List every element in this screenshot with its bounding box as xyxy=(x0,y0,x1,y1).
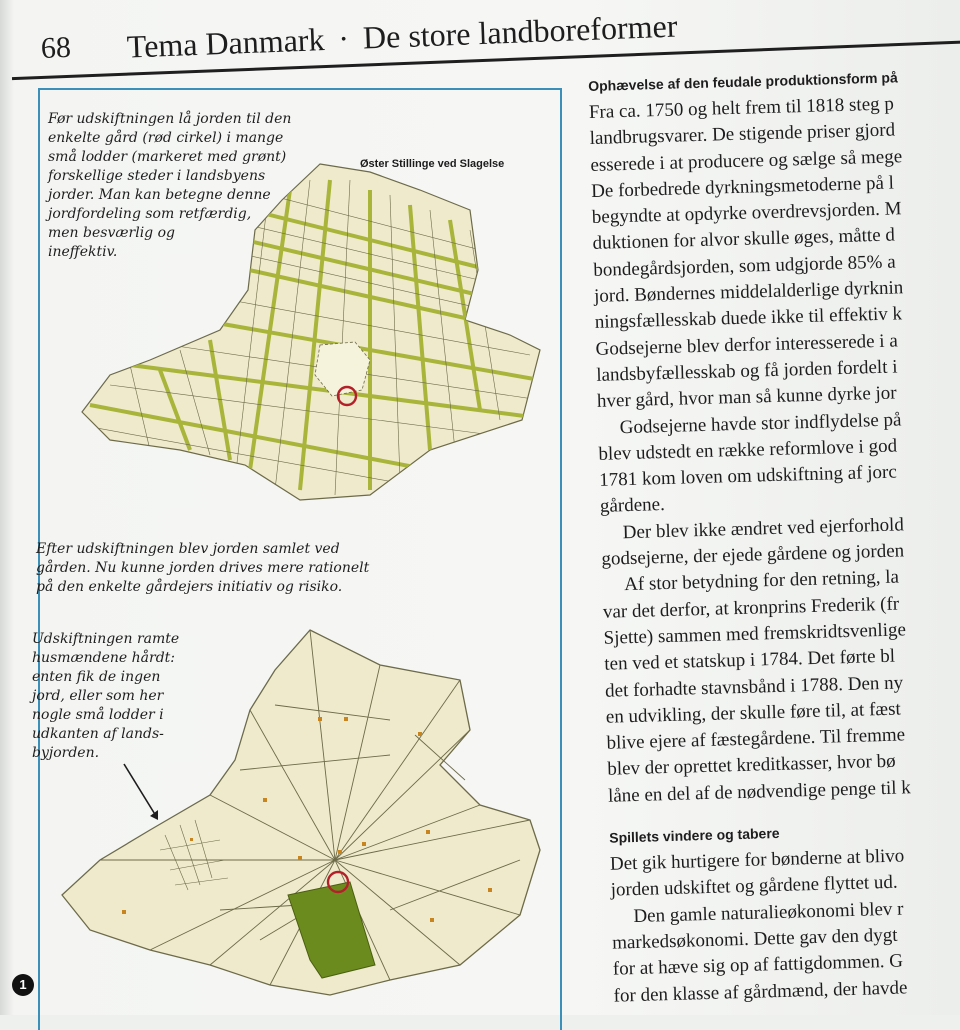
section-feudal-paragraph-3 xyxy=(600,509,960,573)
text-line: godsejerne, der ejede gårdene og jorden xyxy=(601,540,905,570)
text-line: markedsøkonomi. Dette gav den dygt xyxy=(611,924,898,954)
caption-husmaend: Udskiftningen ramte husmændene hårdt: enten fik de ingen jord, eller som her nogle små lodder i udkanten af lands- byjorden. xyxy=(32,631,180,761)
text-line: gårdene. xyxy=(599,494,666,518)
text-line: en udvikling, der skulle føre til, at fæst xyxy=(605,698,902,728)
text-line: ten ved et statskup i 1784. Det førte bl xyxy=(604,645,896,676)
text-line: Det gik hurtigere for bønderne at blivo xyxy=(609,845,905,875)
text-line: Den gamle naturalieøkonomi blev r xyxy=(633,898,904,927)
text-line: landsbyfællesskab og få jorden fordelt i xyxy=(596,356,898,386)
text-line: Fra ca. 1750 og helt frem til 1818 steg p xyxy=(588,93,895,123)
caption-before-udskiftning: Før udskiftningen lå jorden til den enkelte gård (rød cirkel) i mange små lodder (markeret med grønt) forskellige steder i landsbyens jorder. Man kan betegne denne jordfordeling som retfærdig, men besværlig og ineffektiv. xyxy=(48,111,292,260)
text-line: Godsejerne havde stor indflydelse på xyxy=(619,408,902,438)
text-line: Af stor betydning for den retning, la xyxy=(623,566,900,596)
map-after-udskiftning xyxy=(60,620,550,1005)
text-line: låne en del af de nødvendige penge til k xyxy=(607,776,912,807)
section-vindere-paragraph-1 xyxy=(610,841,960,905)
text-line: blive ejere af fæstegårdene. Til fremme xyxy=(606,724,906,754)
text-line: for at hæve sig op af fattigdommen. G xyxy=(612,950,904,980)
map-label: Øster Stillinge ved Slagelse xyxy=(360,158,505,170)
section-feudal-paragraph-1 xyxy=(589,89,960,416)
article-column xyxy=(588,67,960,1010)
text-line: 1781 kom loven om udskiftning af jorc xyxy=(598,461,898,491)
section-feudal-paragraph-4 xyxy=(602,562,960,810)
text-line: blev der oprettet kreditkasser, hvor bø xyxy=(607,751,896,781)
text-line: jorden udskiftet og gårdene flyttet ud. xyxy=(610,871,898,901)
caption-after-udskiftning: Efter udskiftningen blev jorden samlet ved gården. Nu kunne jorden drives mere rationelt på den enkelte gårdejers initiativ og risiko. xyxy=(36,541,370,595)
text-line: for den klasse af gårdmænd, der havde xyxy=(613,976,908,1007)
text-line: Sjette) sammen med fremskridtsvenlige xyxy=(603,619,907,649)
text-line: Der blev ikke ændret ved ejerforhold xyxy=(622,514,905,543)
text-line: jord. Bøndernes middelalderlige dyrknin xyxy=(593,277,904,307)
text-line: bondegårdsjorden, som udgjorde 85% a xyxy=(593,251,896,281)
village-outline-before xyxy=(82,164,540,500)
text-line: ningsfællesskab duede ikke til effektiv k xyxy=(594,303,903,334)
village-outline-after xyxy=(62,630,540,995)
text-line: De forbedrede dyrkningsmetoderne på l xyxy=(590,172,895,202)
section-heading-vindere: Spillets vindere og tabere xyxy=(608,824,780,846)
figure-number-badge: 1 xyxy=(12,974,34,996)
header-separator: · xyxy=(337,20,350,57)
section-vindere-paragraph-2 xyxy=(611,893,960,1009)
section-heading-feudal: Ophævelse af den feudale produktionsform på xyxy=(588,69,898,94)
text-line: det forhadte stavnsbånd i 1788. Den ny xyxy=(604,671,904,702)
text-line: var det derfor, at kronprins Frederik (fr xyxy=(602,593,900,623)
text-line: blev udstedt en række reformlove i god xyxy=(598,435,898,465)
text-line: duktionen for alvor skulle øges, måtte d xyxy=(592,224,896,255)
header-title-left: Tema Danmark xyxy=(126,21,326,65)
page-number: 68 xyxy=(40,30,72,65)
text-line: hver gård, hvor man så kunne dyrke jor xyxy=(596,382,897,413)
text-line: Godsejerne blev derfor interesserede i a xyxy=(595,330,899,360)
map-before-udskiftning xyxy=(70,150,550,510)
text-line: begyndte at opdyrke overdrevsjorden. M xyxy=(591,198,902,229)
running-header xyxy=(37,0,959,78)
section-feudal-paragraph-2 xyxy=(597,404,960,520)
header-title-right: De store landboreformer xyxy=(362,7,679,56)
text-line: landbrugsvarer. De stigende priser gjord xyxy=(589,119,896,150)
text-line: esserede i at producere og sælge så mege xyxy=(590,145,903,176)
